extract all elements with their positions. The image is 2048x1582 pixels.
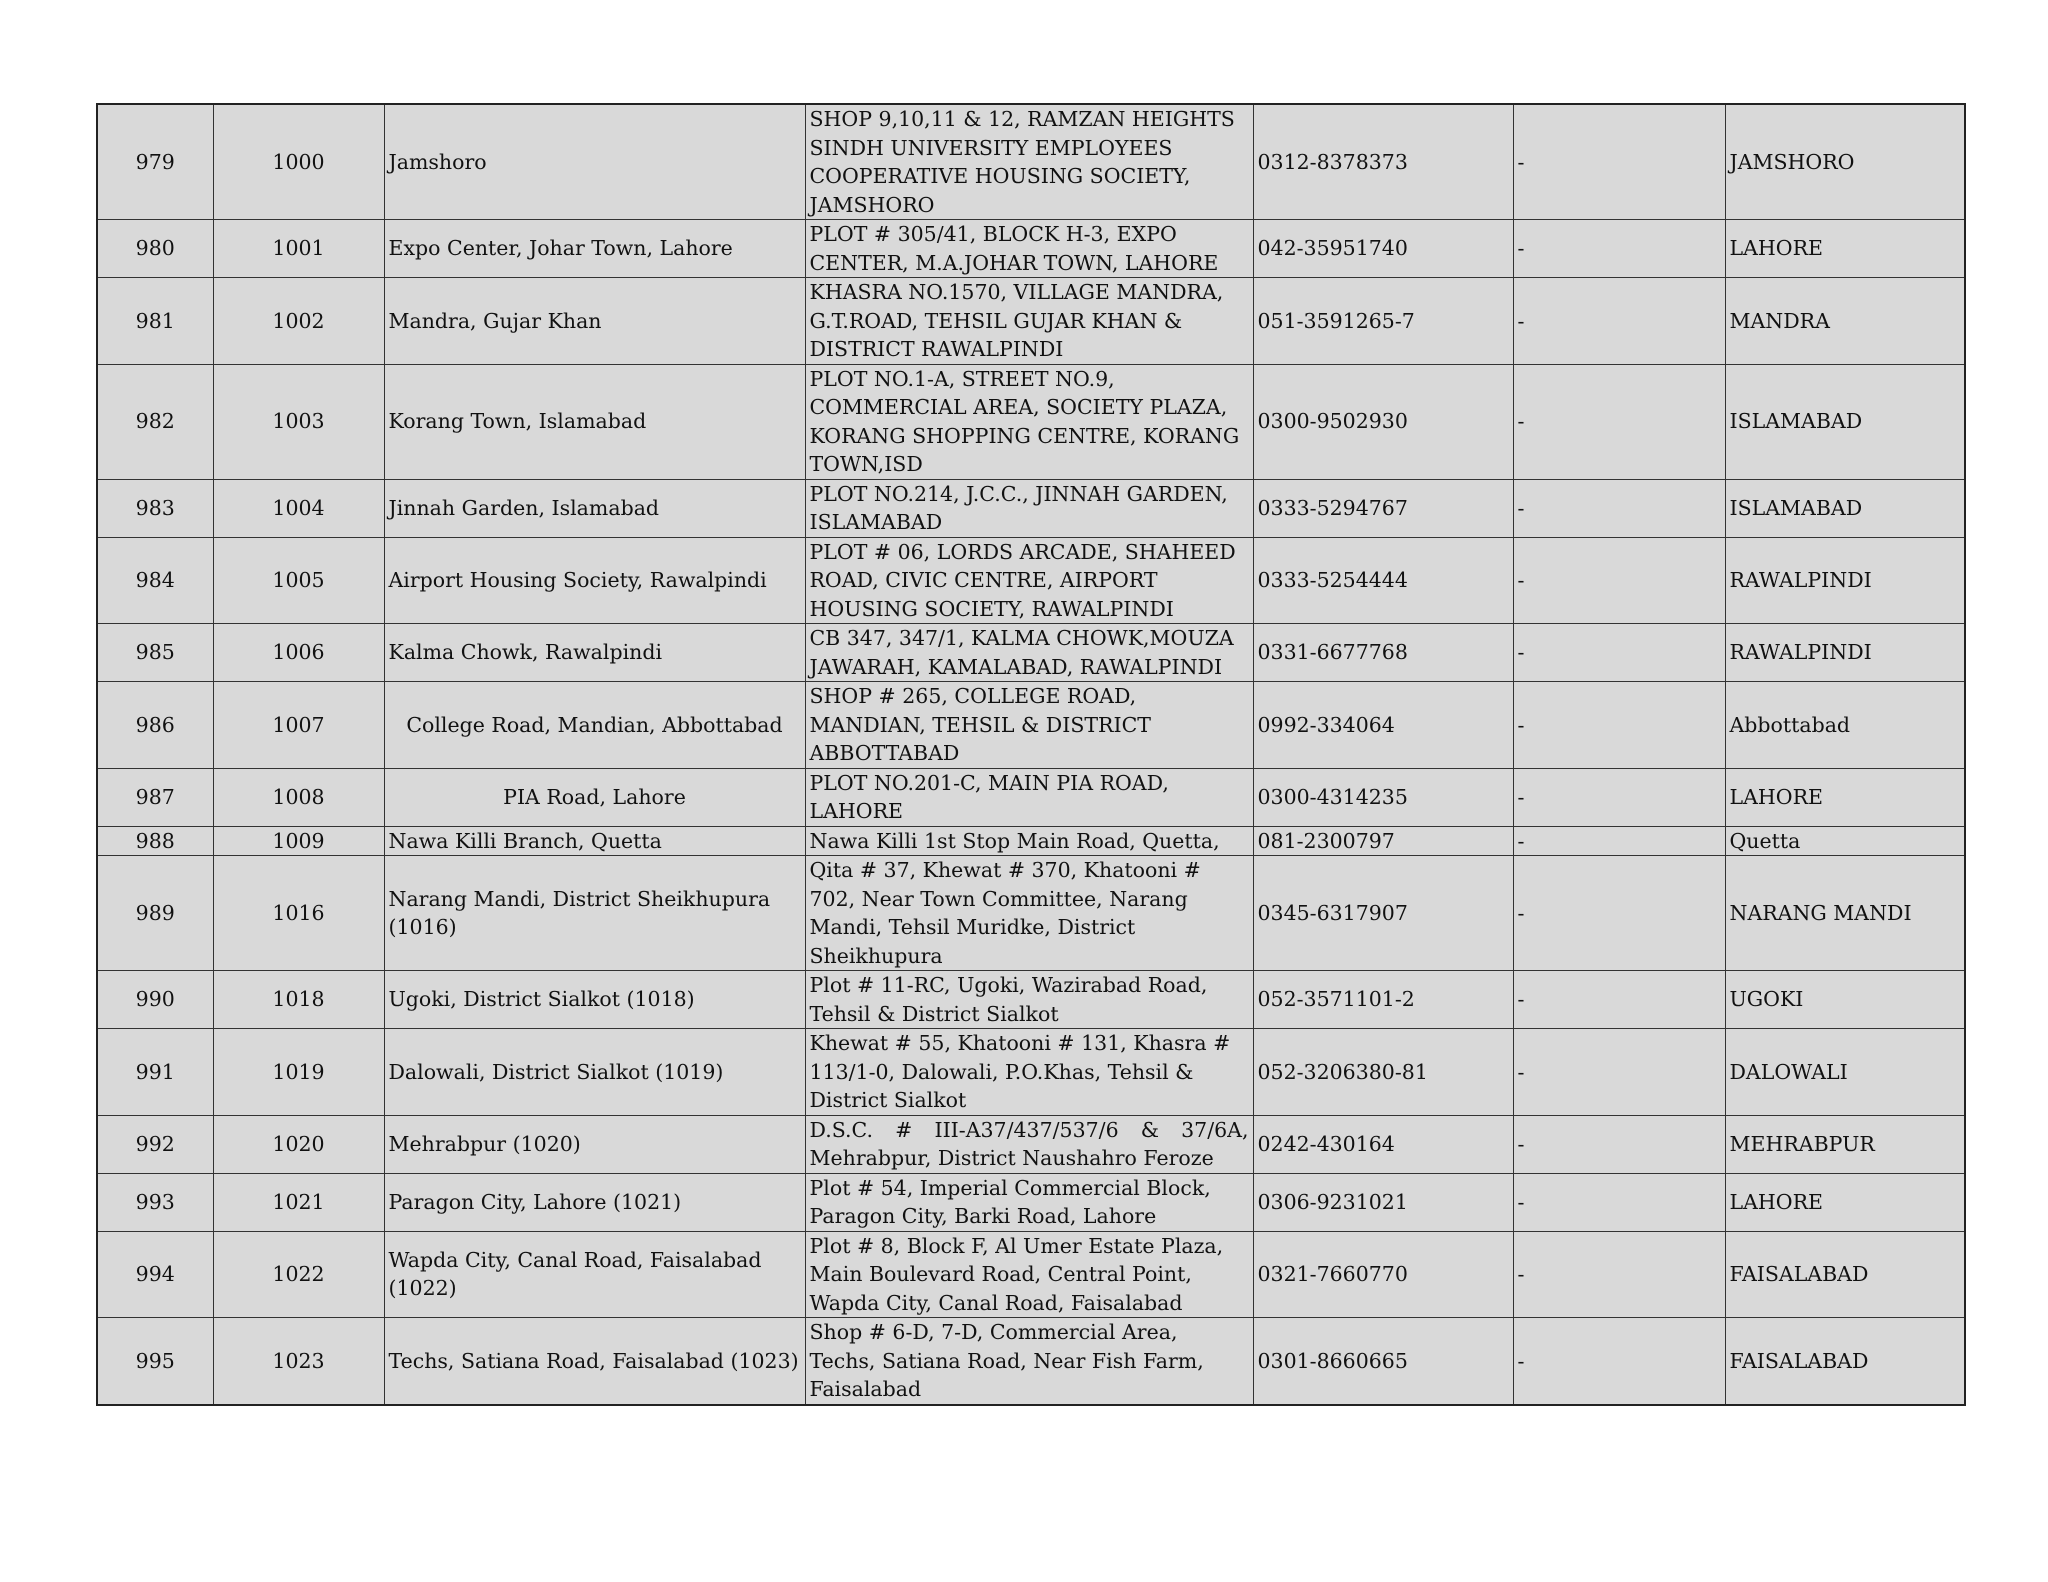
- branch-code-cell: 1022: [213, 1231, 384, 1318]
- address-cell: SHOP 9,10,11 & 12, RAMZAN HEIGHTS SINDH UNIVERSITY EMPLOYEES COOPERATIVE HOUSING SOCIETY, JAMSHORO: [805, 104, 1253, 220]
- branch-name-cell: Kalma Chowk, Rawalpindi: [384, 624, 805, 682]
- branch-code-cell: 1000: [213, 104, 384, 220]
- branch-name-cell: Jinnah Garden, Islamabad: [384, 479, 805, 537]
- phone-cell: 0300-9502930: [1253, 364, 1513, 479]
- address-cell: PLOT # 305/41, BLOCK H-3, EXPO CENTER, M.A.JOHAR TOWN, LAHORE: [805, 220, 1253, 278]
- table-row: [97, 624, 1965, 682]
- table-row: [97, 856, 1965, 971]
- fax-cell: -: [1513, 1173, 1725, 1231]
- city-cell: JAMSHORO: [1725, 104, 1965, 220]
- phone-cell: 0242-430164: [1253, 1115, 1513, 1173]
- branch-code-cell: 1023: [213, 1318, 384, 1405]
- serial-number-cell: 988: [97, 826, 213, 856]
- table-row: [97, 1173, 1965, 1231]
- branch-list-table: [96, 103, 1966, 1406]
- phone-cell: 0331-6677768: [1253, 624, 1513, 682]
- serial-number-cell: 983: [97, 479, 213, 537]
- address-cell: KHASRA NO.1570, VILLAGE MANDRA, G.T.ROAD, TEHSIL GUJAR KHAN & DISTRICT RAWALPINDI: [805, 278, 1253, 365]
- branch-name-cell: Ugoki, District Sialkot (1018): [384, 971, 805, 1029]
- serial-number-cell: 986: [97, 682, 213, 769]
- branch-name-cell: Korang Town, Islamabad: [384, 364, 805, 479]
- address-cell: D.S.C. # III-A37/437/537/6 & 37/6A, Mehrabpur, District Naushahro Feroze: [805, 1115, 1253, 1173]
- table-row: [97, 104, 1965, 220]
- table-row: [97, 971, 1965, 1029]
- table-row: [97, 1029, 1965, 1116]
- fax-cell: -: [1513, 537, 1725, 624]
- city-cell: RAWALPINDI: [1725, 537, 1965, 624]
- branch-code-cell: 1016: [213, 856, 384, 971]
- table-row: [97, 220, 1965, 278]
- phone-cell: 052-3206380-81: [1253, 1029, 1513, 1116]
- city-cell: FAISALABAD: [1725, 1231, 1965, 1318]
- branch-name-cell: Expo Center, Johar Town, Lahore: [384, 220, 805, 278]
- serial-number-cell: 984: [97, 537, 213, 624]
- serial-number-cell: 979: [97, 104, 213, 220]
- branch-code-cell: 1020: [213, 1115, 384, 1173]
- address-cell: Plot # 54, Imperial Commercial Block, Paragon City, Barki Road, Lahore: [805, 1173, 1253, 1231]
- branch-code-cell: 1019: [213, 1029, 384, 1116]
- branch-code-cell: 1006: [213, 624, 384, 682]
- branch-name-cell: Narang Mandi, District Sheikhupura (1016): [384, 856, 805, 971]
- city-cell: LAHORE: [1725, 768, 1965, 826]
- serial-number-cell: 995: [97, 1318, 213, 1405]
- branch-name-cell: Paragon City, Lahore (1021): [384, 1173, 805, 1231]
- phone-cell: 0306-9231021: [1253, 1173, 1513, 1231]
- fax-cell: -: [1513, 104, 1725, 220]
- branch-code-cell: 1021: [213, 1173, 384, 1231]
- city-cell: FAISALABAD: [1725, 1318, 1965, 1405]
- phone-cell: 0345-6317907: [1253, 856, 1513, 971]
- phone-cell: 0333-5254444: [1253, 537, 1513, 624]
- branch-code-cell: 1007: [213, 682, 384, 769]
- address-cell: PLOT NO.1-A, STREET NO.9, COMMERCIAL AREA, SOCIETY PLAZA, KORANG SHOPPING CENTRE, KORANG TOWN,ISD: [805, 364, 1253, 479]
- fax-cell: -: [1513, 826, 1725, 856]
- fax-cell: -: [1513, 1029, 1725, 1116]
- city-cell: MEHRABPUR: [1725, 1115, 1965, 1173]
- city-cell: LAHORE: [1725, 1173, 1965, 1231]
- table-row: [97, 682, 1965, 769]
- branch-code-cell: 1005: [213, 537, 384, 624]
- phone-cell: 081-2300797: [1253, 826, 1513, 856]
- branch-name-cell: College Road, Mandian, Abbottabad: [384, 682, 805, 769]
- city-cell: Quetta: [1725, 826, 1965, 856]
- phone-cell: 0312-8378373: [1253, 104, 1513, 220]
- fax-cell: -: [1513, 971, 1725, 1029]
- serial-number-cell: 994: [97, 1231, 213, 1318]
- fax-cell: -: [1513, 624, 1725, 682]
- serial-number-cell: 981: [97, 278, 213, 365]
- fax-cell: -: [1513, 278, 1725, 365]
- branch-name-cell: Techs, Satiana Road, Faisalabad (1023): [384, 1318, 805, 1405]
- branch-code-cell: 1002: [213, 278, 384, 365]
- branch-name-cell: Wapda City, Canal Road, Faisalabad (1022): [384, 1231, 805, 1318]
- serial-number-cell: 985: [97, 624, 213, 682]
- city-cell: NARANG MANDI: [1725, 856, 1965, 971]
- city-cell: UGOKI: [1725, 971, 1965, 1029]
- address-cell: PLOT # 06, LORDS ARCADE, SHAHEED ROAD, CIVIC CENTRE, AIRPORT HOUSING SOCIETY, RAWALPINDI: [805, 537, 1253, 624]
- phone-cell: 0301-8660665: [1253, 1318, 1513, 1405]
- branch-code-cell: 1004: [213, 479, 384, 537]
- city-cell: LAHORE: [1725, 220, 1965, 278]
- serial-number-cell: 991: [97, 1029, 213, 1116]
- branch-name-cell: Dalowali, District Sialkot (1019): [384, 1029, 805, 1116]
- branch-code-cell: 1008: [213, 768, 384, 826]
- city-cell: ISLAMABAD: [1725, 364, 1965, 479]
- branch-name-cell: Nawa Killi Branch, Quetta: [384, 826, 805, 856]
- phone-cell: 0300-4314235: [1253, 768, 1513, 826]
- address-cell: Plot # 11-RC, Ugoki, Wazirabad Road, Tehsil & District Sialkot: [805, 971, 1253, 1029]
- serial-number-cell: 990: [97, 971, 213, 1029]
- branch-name-cell: Mandra, Gujar Khan: [384, 278, 805, 365]
- phone-cell: 0992-334064: [1253, 682, 1513, 769]
- fax-cell: -: [1513, 1318, 1725, 1405]
- fax-cell: -: [1513, 220, 1725, 278]
- city-cell: RAWALPINDI: [1725, 624, 1965, 682]
- branch-name-cell: Airport Housing Society, Rawalpindi: [384, 537, 805, 624]
- fax-cell: -: [1513, 479, 1725, 537]
- serial-number-cell: 980: [97, 220, 213, 278]
- table-row: [97, 278, 1965, 365]
- city-cell: MANDRA: [1725, 278, 1965, 365]
- serial-number-cell: 989: [97, 856, 213, 971]
- address-cell: SHOP # 265, COLLEGE ROAD, MANDIAN, TEHSIL & DISTRICT ABBOTTABAD: [805, 682, 1253, 769]
- city-cell: DALOWALI: [1725, 1029, 1965, 1116]
- phone-cell: 042-35951740: [1253, 220, 1513, 278]
- table-row: [97, 826, 1965, 856]
- fax-cell: -: [1513, 1115, 1725, 1173]
- serial-number-cell: 982: [97, 364, 213, 479]
- branch-name-cell: Mehrabpur (1020): [384, 1115, 805, 1173]
- table-row: [97, 1231, 1965, 1318]
- address-cell: Nawa Killi 1st Stop Main Road, Quetta,: [805, 826, 1253, 856]
- address-cell: PLOT NO.214, J.C.C., JINNAH GARDEN, ISLAMABAD: [805, 479, 1253, 537]
- phone-cell: 051-3591265-7: [1253, 278, 1513, 365]
- branch-code-cell: 1009: [213, 826, 384, 856]
- branch-code-cell: 1003: [213, 364, 384, 479]
- address-cell: CB 347, 347/1, KALMA CHOWK,MOUZA JAWARAH, KAMALABAD, RAWALPINDI: [805, 624, 1253, 682]
- fax-cell: -: [1513, 768, 1725, 826]
- phone-cell: 0333-5294767: [1253, 479, 1513, 537]
- table-body: [97, 104, 1965, 1405]
- city-cell: ISLAMABAD: [1725, 479, 1965, 537]
- fax-cell: -: [1513, 364, 1725, 479]
- serial-number-cell: 992: [97, 1115, 213, 1173]
- table-row: [97, 1318, 1965, 1405]
- address-cell: Qita # 37, Khewat # 370, Khatooni # 702, Near Town Committee, Narang Mandi, Tehsil Muridke, District Sheikhupura: [805, 856, 1253, 971]
- phone-cell: 0321-7660770: [1253, 1231, 1513, 1318]
- table-row: [97, 479, 1965, 537]
- branch-code-cell: 1001: [213, 220, 384, 278]
- city-cell: Abbottabad: [1725, 682, 1965, 769]
- branch-name-cell: Jamshoro: [384, 104, 805, 220]
- fax-cell: -: [1513, 682, 1725, 769]
- address-cell: PLOT NO.201-C, MAIN PIA ROAD, LAHORE: [805, 768, 1253, 826]
- fax-cell: -: [1513, 1231, 1725, 1318]
- serial-number-cell: 987: [97, 768, 213, 826]
- table-row: [97, 537, 1965, 624]
- branch-code-cell: 1018: [213, 971, 384, 1029]
- fax-cell: -: [1513, 856, 1725, 971]
- phone-cell: 052-3571101-2: [1253, 971, 1513, 1029]
- serial-number-cell: 993: [97, 1173, 213, 1231]
- branch-name-cell: PIA Road, Lahore: [384, 768, 805, 826]
- address-cell: Shop # 6-D, 7-D, Commercial Area, Techs, Satiana Road, Near Fish Farm, Faisalabad: [805, 1318, 1253, 1405]
- address-cell: Plot # 8, Block F, Al Umer Estate Plaza, Main Boulevard Road, Central Point, Wapda City, Canal Road, Faisalabad: [805, 1231, 1253, 1318]
- table-row: [97, 364, 1965, 479]
- address-cell: Khewat # 55, Khatooni # 131, Khasra # 113/1-0, Dalowali, P.O.Khas, Tehsil & District Sialkot: [805, 1029, 1253, 1116]
- table-row: [97, 768, 1965, 826]
- table-row: [97, 1115, 1965, 1173]
